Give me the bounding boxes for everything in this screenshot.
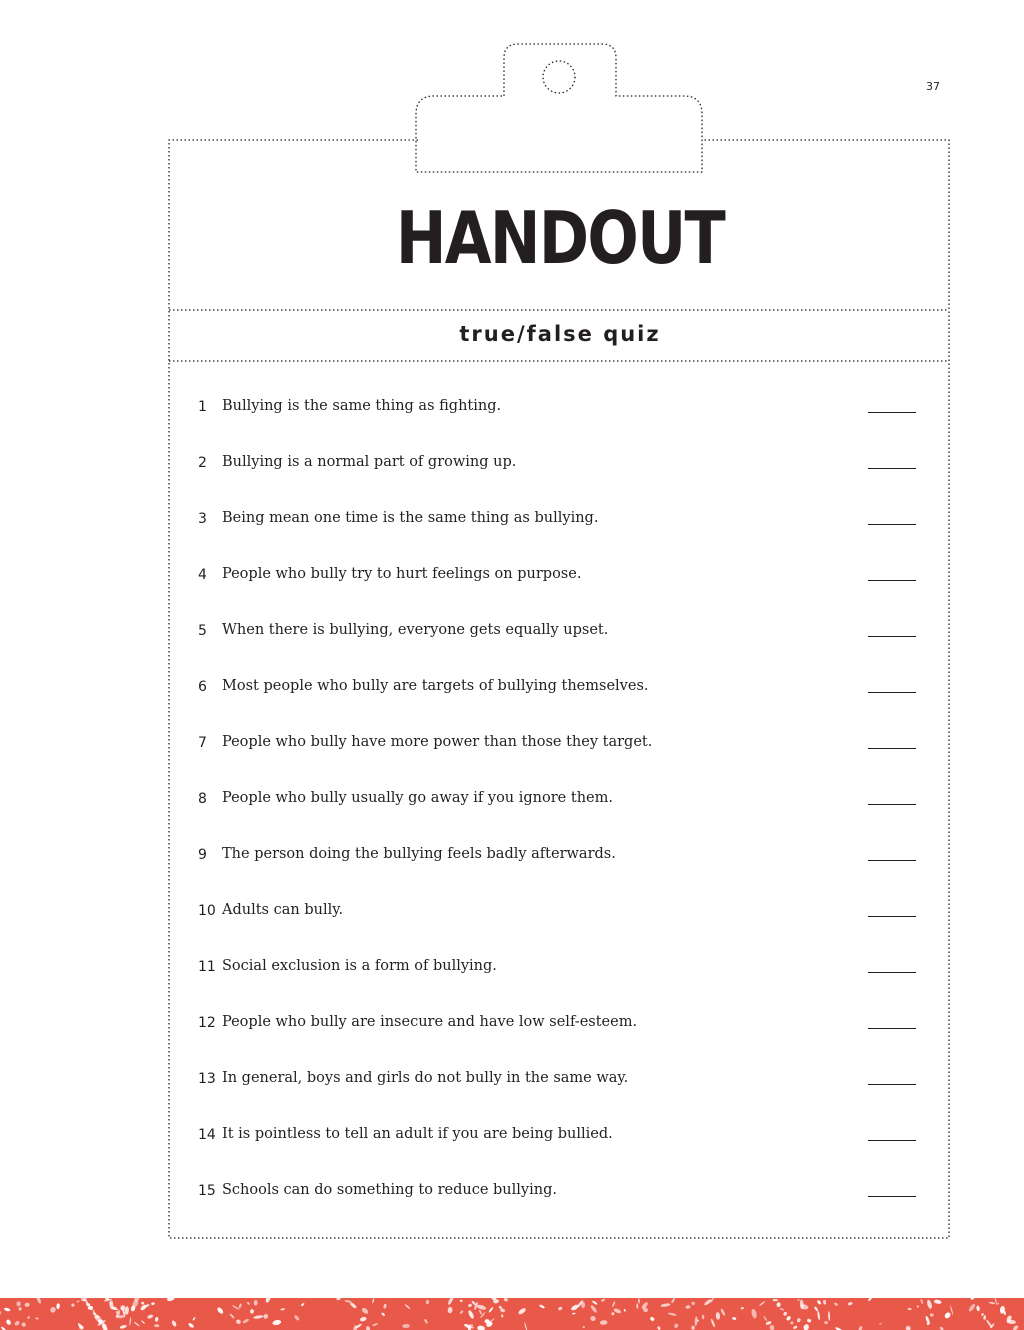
answer-blank[interactable] [868, 692, 916, 693]
quiz-item [198, 623, 918, 653]
question-text: People who bully try to hurt feelings on purpose. [222, 566, 582, 582]
answer-blank[interactable] [868, 1028, 916, 1029]
quiz-item [198, 903, 918, 933]
question-number: 9 [198, 847, 207, 863]
quiz-item [198, 1183, 918, 1213]
question-text: It is pointless to tell an adult if you are being bullied. [222, 1126, 613, 1142]
question-text: Adults can bully. [222, 902, 344, 918]
answer-blank[interactable] [868, 860, 916, 861]
answer-blank[interactable] [868, 972, 916, 973]
answer-blank[interactable] [868, 1140, 916, 1141]
question-number: 14 [198, 1127, 216, 1143]
quiz-item [198, 847, 918, 877]
handout-title: HANDOUT [395, 196, 725, 280]
quiz-item [198, 511, 918, 541]
question-number: 5 [198, 623, 207, 639]
question-number: 7 [198, 735, 207, 751]
question-text: Being mean one time is the same thing as bullying. [222, 510, 599, 526]
quiz-item [198, 679, 918, 709]
question-number: 8 [198, 791, 207, 807]
question-number: 10 [198, 903, 216, 919]
question-number: 6 [198, 679, 207, 695]
quiz-item [198, 1127, 918, 1157]
question-text: The person doing the bullying feels badly afterwards. [222, 846, 616, 862]
answer-blank[interactable] [868, 468, 916, 469]
question-number: 3 [198, 511, 207, 527]
answer-blank[interactable] [868, 916, 916, 917]
question-text: When there is bullying, everyone gets equally upset. [222, 622, 609, 638]
answer-blank[interactable] [868, 804, 916, 805]
question-text: People who bully usually go away if you ignore them. [222, 790, 613, 806]
quiz-item [198, 735, 918, 765]
question-number: 4 [198, 567, 207, 583]
question-number: 15 [198, 1183, 216, 1199]
question-text: Social exclusion is a form of bullying. [222, 958, 497, 974]
decorative-bottom-band [0, 1298, 1024, 1330]
answer-blank[interactable] [868, 748, 916, 749]
quiz-item [198, 791, 918, 821]
question-text: Schools can do something to reduce bullying. [222, 1182, 557, 1198]
answer-blank[interactable] [868, 636, 916, 637]
question-text: People who bully are insecure and have low self-esteem. [222, 1014, 638, 1030]
quiz-item [198, 1015, 918, 1045]
band-speckle [773, 1299, 778, 1301]
quiz-item [198, 399, 918, 429]
answer-blank[interactable] [868, 524, 916, 525]
answer-blank[interactable] [868, 1196, 916, 1197]
page-number: 37 [926, 80, 940, 93]
quiz-subtitle: true/false quiz [459, 322, 661, 346]
question-text: Most people who bully are targets of bullying themselves. [222, 678, 649, 694]
question-text: Bullying is the same thing as fighting. [222, 398, 502, 414]
quiz-item [198, 455, 918, 485]
answer-blank[interactable] [868, 1084, 916, 1085]
question-text: Bullying is a normal part of growing up. [222, 454, 517, 470]
question-number: 2 [198, 455, 207, 471]
answer-blank[interactable] [868, 412, 916, 413]
question-number: 12 [198, 1015, 216, 1031]
question-number: 1 [198, 399, 207, 415]
question-number: 13 [198, 1071, 216, 1087]
quiz-item [198, 1071, 918, 1101]
question-text: In general, boys and girls do not bully in the same way. [222, 1070, 629, 1086]
quiz-item [198, 959, 918, 989]
answer-blank[interactable] [868, 580, 916, 581]
quiz-item [198, 567, 918, 597]
question-text: People who bully have more power than those they target. [222, 734, 653, 750]
question-number: 11 [198, 959, 216, 975]
